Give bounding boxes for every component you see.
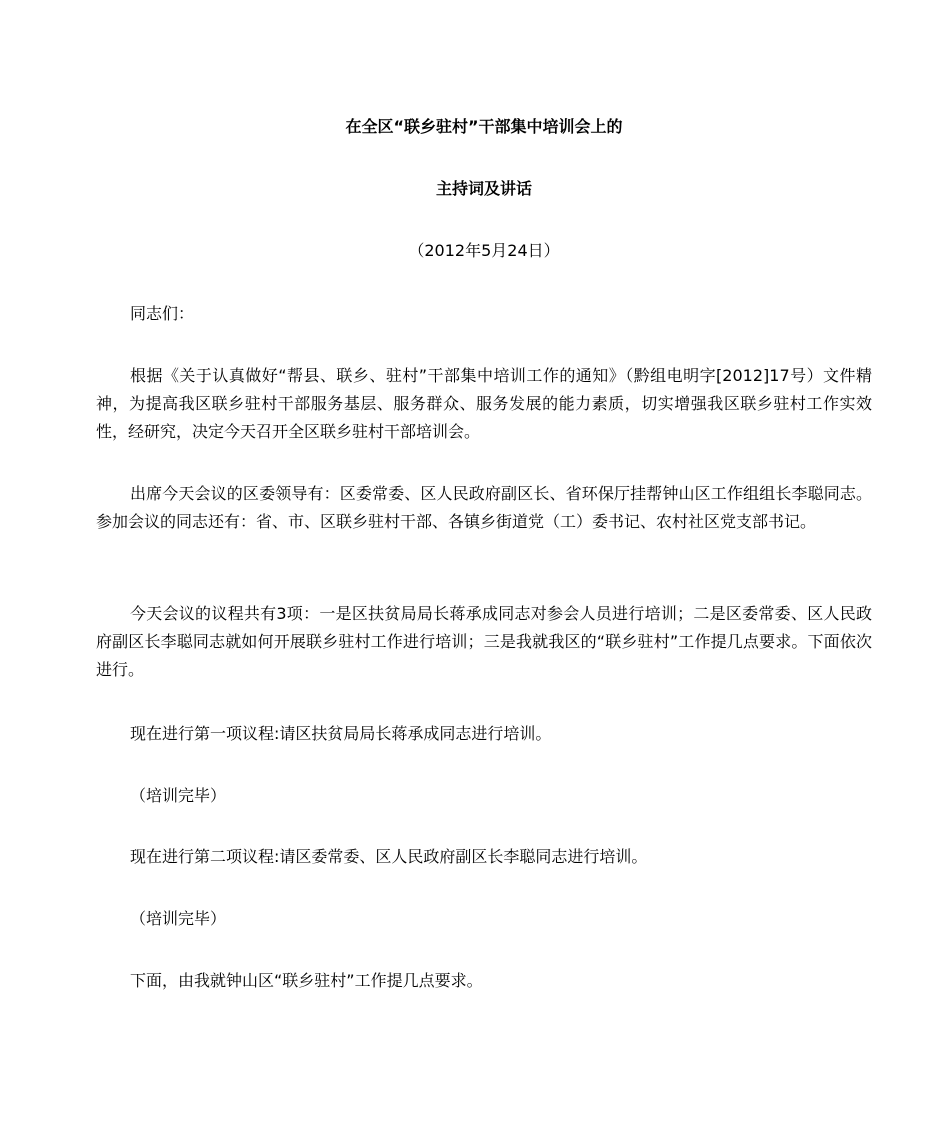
document-date: （2012年5月24日） bbox=[408, 241, 560, 260]
training-complete-note-1: （培训完毕） bbox=[130, 786, 227, 805]
notice-paragraph: 根据《关于认真做好“帮县、联乡、驻村”干部集中培训工作的通知》（黔组电明字[2012]17号）文件精神，为提高我区联乡驻村干部服务基层、服务群众、服务发展的能力素质，切实增强我区联乡驻村工作实效性，经研究，决定今天召开全区联乡驻村干部培训会。 bbox=[96, 366, 872, 441]
agenda-item-1-paragraph: 现在进行第一项议程:请区扶贫局局长蒋承成同志进行培训。 bbox=[130, 724, 552, 743]
document-title-line2: 主持词及讲话 bbox=[435, 179, 532, 198]
agenda-paragraph: 今天会议的议程共有3项：一是区扶贫局局长蒋承成同志对参会人员进行培训；二是区委常委、区人民政府副区长李聪同志就如何开展联乡驻村工作进行培训；三是我就我区的“联乡驻村”工作提几点要求。下面依次进行。 bbox=[96, 604, 872, 679]
document-page bbox=[96, 0, 872, 1129]
greeting-paragraph: 同志们： bbox=[130, 304, 195, 323]
attendees-paragraph: 出席今天会议的区委领导有：区委常委、区人民政府副区长、省环保厅挂帮钟山区工作组组长李聪同志。参加会议的同志还有：省、市、区联乡驻村干部、各镇乡街道党（工）委书记、农村社区党支部书记。 bbox=[96, 484, 872, 531]
document-title-line1: 在全区“联乡驻村”干部集中培训会上的 bbox=[345, 117, 623, 136]
training-complete-note-2: （培训完毕） bbox=[130, 909, 227, 928]
requirements-intro-paragraph: 下面，由我就钟山区“联乡驻村”工作提几点要求。 bbox=[130, 971, 483, 990]
agenda-item-2-paragraph: 现在进行第二项议程:请区委常委、区人民政府副区长李聪同志进行培训。 bbox=[130, 847, 648, 866]
